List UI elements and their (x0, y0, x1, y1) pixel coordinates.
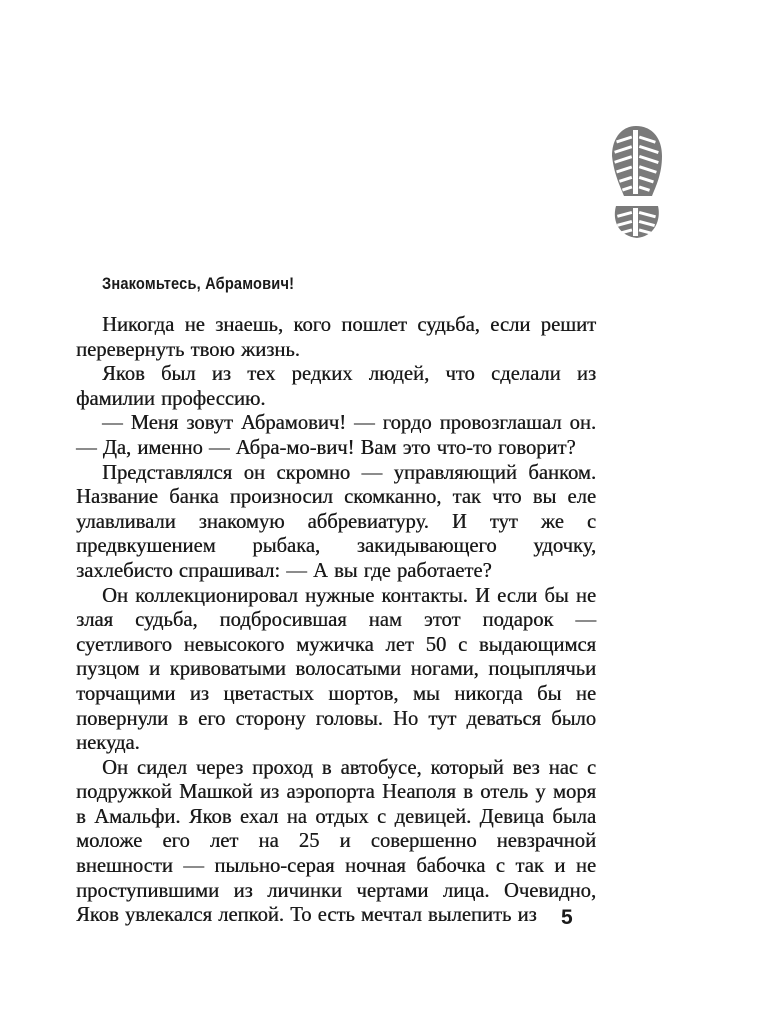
paragraph: Представлялся он скромно — управляющий банком. Название банка произносил скомканно, так что вы еле улавливали знакомую аббревиатуру. И тут же с предвкушением рыбака, закидывающего удочку, захлебисто спрашивал: — А вы где работаете? (76, 461, 596, 582)
paragraph: Никогда не знаешь, кого пошлет судьба, если решит перевернуть твою жизнь. (76, 314, 596, 361)
paragraph: — Меня зовут Абрамович! — гордо провозглашал он. — Да, именно — Абра-мо-вич! Вам это что-то говорит? (76, 412, 596, 459)
boot-footprint-icon (606, 124, 666, 244)
paragraph: Он сидел через проход в автобусе, который вез нас с подружкой Машкой из аэропорта Неаполя в отель у моря в Амальфи. Яков ехал на отдых с девицей. Девица была моложе его лет на 25 и совершенно невзрачной внешности — пыльно-серая ночная бабочка с так и не проступившими из личинки чертами лица. Очевидно, Яков увлекался лепкой. То есть мечтал вылепить из (76, 756, 596, 927)
paragraph: Яков был из тех редких людей, что сделали из фамилии профессию. (76, 363, 596, 410)
body-text (76, 313, 596, 928)
chapter-heading: Знакомьтесь, Абрамович! (102, 274, 295, 293)
page-number: 5 (561, 906, 573, 929)
paragraph: Он коллекционировал нужные контакты. И если бы не злая судьба, подбросившая нам этот подарок — суетливого невысокого мужичка лет 50 с выдающимся пузцом и кривоватыми волосатыми ногами, поцыплячьи торчащими из цветастых шортов, мы никогда бы не повернули в его сторону головы. Но тут деваться было некуда. (76, 584, 596, 755)
